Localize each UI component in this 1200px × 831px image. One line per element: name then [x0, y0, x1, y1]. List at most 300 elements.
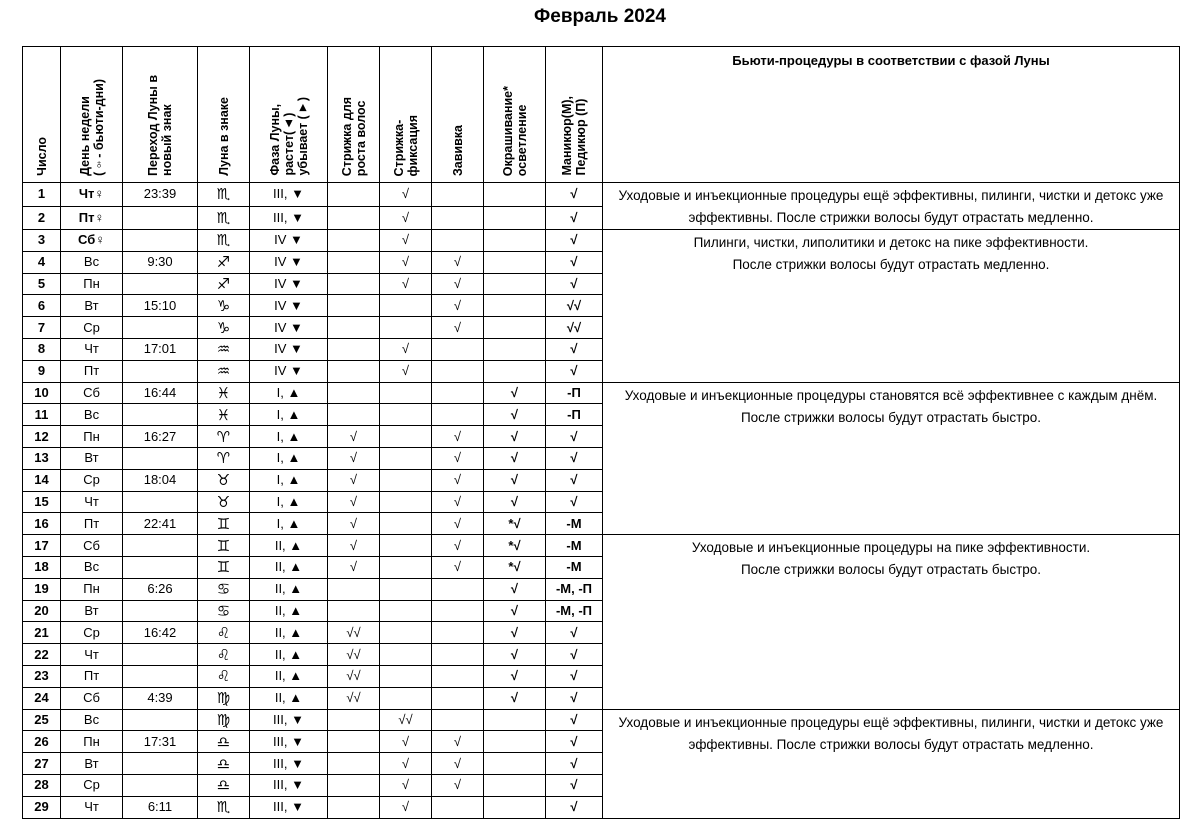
haircut-growth-mark: [328, 753, 380, 775]
zodiac-sign-icon: ♑: [198, 295, 250, 317]
day-number: 28: [23, 774, 61, 796]
day-number: 13: [23, 447, 61, 469]
haircut-growth-mark: [328, 774, 380, 796]
moon-phase: I, ▲: [250, 447, 328, 469]
haircut-fixation-mark: [380, 404, 432, 426]
haircut-fixation-mark: [380, 665, 432, 687]
transition-time: [123, 206, 198, 230]
moon-phase: IV ▼: [250, 273, 328, 295]
day-number: 7: [23, 317, 61, 339]
perm-mark: √: [432, 469, 484, 491]
moon-phase: IV ▼: [250, 295, 328, 317]
weekday: Вс: [61, 709, 123, 731]
weekday: Вт: [61, 295, 123, 317]
haircut-growth-mark: √: [328, 491, 380, 513]
haircut-growth-mark: [328, 338, 380, 360]
weekday: Чт: [61, 338, 123, 360]
coloring-mark: √: [484, 578, 546, 600]
coloring-mark: [484, 709, 546, 731]
transition-time: 6:26: [123, 578, 198, 600]
perm-mark: [432, 338, 484, 360]
zodiac-sign-icon: ♌: [198, 665, 250, 687]
zodiac-sign-icon: ♏: [198, 796, 250, 818]
manicure-mark: -М: [546, 556, 603, 578]
zodiac-sign-icon: ♏: [198, 206, 250, 230]
perm-mark: √: [432, 774, 484, 796]
perm-mark: √: [432, 753, 484, 775]
weekday: Вт: [61, 600, 123, 622]
manicure-mark: √: [546, 753, 603, 775]
coloring-mark: [484, 206, 546, 230]
perm-mark: √: [432, 273, 484, 295]
haircut-growth-mark: √: [328, 426, 380, 448]
haircut-fixation-mark: [380, 447, 432, 469]
haircut-fixation-mark: [380, 535, 432, 557]
day-number: 12: [23, 426, 61, 448]
manicure-mark: -П: [546, 382, 603, 404]
header-transition: Переход Луны в новый знак: [123, 47, 198, 183]
table-row: [23, 535, 1180, 557]
haircut-growth-mark: [328, 404, 380, 426]
zodiac-sign-icon: ♋: [198, 578, 250, 600]
transition-time: [123, 600, 198, 622]
haircut-fixation-mark: √: [380, 338, 432, 360]
zodiac-sign-icon: ♊: [198, 556, 250, 578]
weekday: Пн: [61, 731, 123, 753]
perm-mark: [432, 600, 484, 622]
page-title: Февраль 2024: [534, 6, 666, 27]
coloring-mark: √: [484, 447, 546, 469]
moon-phase: II, ▲: [250, 644, 328, 666]
moon-phase: II, ▲: [250, 535, 328, 557]
zodiac-sign-icon: ♑: [198, 317, 250, 339]
haircut-fixation-mark: √: [380, 731, 432, 753]
day-number: 4: [23, 251, 61, 273]
moon-phase: IV ▼: [250, 338, 328, 360]
haircut-fixation-mark: [380, 578, 432, 600]
coloring-mark: *√: [484, 556, 546, 578]
day-number: 25: [23, 709, 61, 731]
transition-time: [123, 230, 198, 252]
header-description: Бьюти-процедуры в соответствии с фазой Луны: [603, 47, 1180, 183]
day-number: 26: [23, 731, 61, 753]
header-perm: Завивка: [432, 47, 484, 183]
zodiac-sign-icon: ♓: [198, 404, 250, 426]
haircut-fixation-mark: √: [380, 251, 432, 273]
weekday: Сб♀: [61, 230, 123, 252]
haircut-growth-mark: [328, 796, 380, 818]
table-row: [23, 382, 1180, 404]
coloring-mark: *√: [484, 513, 546, 535]
weekday: Чт: [61, 491, 123, 513]
phase-description: Уходовые и инъекционные процедуры ещё эффективны, пилинги, чистки и детокс уже эффективны. После стрижки волосы будут отрастать медленно.: [603, 183, 1180, 230]
day-number: 24: [23, 687, 61, 709]
manicure-mark: √: [546, 731, 603, 753]
zodiac-sign-icon: ♍: [198, 709, 250, 731]
transition-time: [123, 360, 198, 382]
moon-phase: III, ▼: [250, 774, 328, 796]
moon-phase: I, ▲: [250, 513, 328, 535]
coloring-mark: [484, 273, 546, 295]
manicure-mark: √: [546, 183, 603, 207]
haircut-fixation-mark: [380, 382, 432, 404]
haircut-growth-mark: [328, 206, 380, 230]
header-haircut-growth: Стрижка для роста волос: [328, 47, 380, 183]
zodiac-sign-icon: ♍: [198, 687, 250, 709]
zodiac-sign-icon: ♊: [198, 513, 250, 535]
weekday: Сб: [61, 687, 123, 709]
coloring-mark: √: [484, 622, 546, 644]
manicure-mark: √: [546, 687, 603, 709]
day-number: 9: [23, 360, 61, 382]
weekday: Сб: [61, 382, 123, 404]
perm-mark: [432, 360, 484, 382]
haircut-growth-mark: [328, 578, 380, 600]
zodiac-sign-icon: ♎: [198, 731, 250, 753]
phase-description: Уходовые и инъекционные процедуры ещё эффективны, пилинги, чистки и детокс уже эффективны. После стрижки волосы будут отрастать медленно.: [603, 709, 1180, 818]
zodiac-sign-icon: ♏: [198, 230, 250, 252]
moon-phase: II, ▲: [250, 622, 328, 644]
manicure-mark: -М, -П: [546, 578, 603, 600]
day-number: 6: [23, 295, 61, 317]
perm-mark: √: [432, 295, 484, 317]
day-number: 20: [23, 600, 61, 622]
zodiac-sign-icon: ♐: [198, 251, 250, 273]
transition-time: [123, 273, 198, 295]
haircut-fixation-mark: √: [380, 360, 432, 382]
transition-time: 16:27: [123, 426, 198, 448]
weekday: Чт: [61, 644, 123, 666]
perm-mark: √: [432, 426, 484, 448]
zodiac-sign-icon: ♉: [198, 469, 250, 491]
day-number: 16: [23, 513, 61, 535]
coloring-mark: √: [484, 469, 546, 491]
header-number: Число: [23, 47, 61, 183]
weekday: Пт: [61, 513, 123, 535]
zodiac-sign-icon: ♒: [198, 338, 250, 360]
perm-mark: √: [432, 556, 484, 578]
haircut-fixation-mark: √: [380, 796, 432, 818]
weekday: Вс: [61, 251, 123, 273]
weekday: Вс: [61, 404, 123, 426]
transition-time: 15:10: [123, 295, 198, 317]
haircut-growth-mark: [328, 251, 380, 273]
perm-mark: √: [432, 317, 484, 339]
table-row: [23, 709, 1180, 731]
day-number: 29: [23, 796, 61, 818]
haircut-growth-mark: [328, 709, 380, 731]
haircut-fixation-mark: [380, 426, 432, 448]
manicure-mark: √: [546, 665, 603, 687]
transition-time: 9:30: [123, 251, 198, 273]
perm-mark: [432, 796, 484, 818]
manicure-mark: √: [546, 644, 603, 666]
zodiac-sign-icon: ♉: [198, 491, 250, 513]
moon-phase: I, ▲: [250, 382, 328, 404]
weekday: Ср: [61, 622, 123, 644]
moon-phase: I, ▲: [250, 404, 328, 426]
day-number: 27: [23, 753, 61, 775]
weekday: Ср: [61, 317, 123, 339]
perm-mark: √: [432, 491, 484, 513]
perm-mark: √: [432, 447, 484, 469]
weekday: Пн: [61, 578, 123, 600]
transition-time: 17:31: [123, 731, 198, 753]
perm-mark: √: [432, 535, 484, 557]
haircut-growth-mark: [328, 382, 380, 404]
zodiac-sign-icon: ♒: [198, 360, 250, 382]
zodiac-sign-icon: ♏: [198, 183, 250, 207]
day-number: 1: [23, 183, 61, 207]
day-number: 17: [23, 535, 61, 557]
moon-phase: IV ▼: [250, 230, 328, 252]
day-number: 21: [23, 622, 61, 644]
zodiac-sign-icon: ♈: [198, 447, 250, 469]
haircut-fixation-mark: √: [380, 230, 432, 252]
zodiac-sign-icon: ♈: [198, 426, 250, 448]
zodiac-sign-icon: ♎: [198, 753, 250, 775]
coloring-mark: [484, 230, 546, 252]
manicure-mark: √√: [546, 295, 603, 317]
transition-time: 17:01: [123, 338, 198, 360]
phase-description: Уходовые и инъекционные процедуры на пике эффективности. После стрижки волосы будут отрастать быстро.: [603, 535, 1180, 709]
moon-calendar-table: [22, 46, 1180, 819]
haircut-fixation-mark: [380, 491, 432, 513]
zodiac-sign-icon: ♓: [198, 382, 250, 404]
haircut-fixation-mark: [380, 622, 432, 644]
phase-description: Пилинги, чистки, липолитики и детокс на пике эффективности. После стрижки волосы будут отрастать медленно.: [603, 230, 1180, 383]
perm-mark: [432, 230, 484, 252]
transition-time: [123, 709, 198, 731]
haircut-growth-mark: [328, 230, 380, 252]
weekday: Ср: [61, 774, 123, 796]
weekday: Пн: [61, 426, 123, 448]
haircut-fixation-mark: √: [380, 206, 432, 230]
moon-phase: I, ▲: [250, 491, 328, 513]
haircut-growth-mark: [328, 295, 380, 317]
haircut-fixation-mark: [380, 644, 432, 666]
moon-phase: III, ▼: [250, 796, 328, 818]
weekday: Чт♀: [61, 183, 123, 207]
haircut-fixation-mark: √: [380, 273, 432, 295]
perm-mark: [432, 382, 484, 404]
coloring-mark: [484, 338, 546, 360]
coloring-mark: [484, 731, 546, 753]
manicure-mark: √: [546, 709, 603, 731]
day-number: 5: [23, 273, 61, 295]
weekday: Пт: [61, 360, 123, 382]
haircut-fixation-mark: [380, 295, 432, 317]
coloring-mark: [484, 753, 546, 775]
haircut-growth-mark: [328, 600, 380, 622]
transition-time: [123, 491, 198, 513]
manicure-mark: √: [546, 360, 603, 382]
perm-mark: [432, 622, 484, 644]
weekday: Вт: [61, 447, 123, 469]
moon-phase: III, ▼: [250, 753, 328, 775]
transition-time: 16:42: [123, 622, 198, 644]
coloring-mark: [484, 796, 546, 818]
moon-phase: IV ▼: [250, 317, 328, 339]
moon-phase: III, ▼: [250, 206, 328, 230]
manicure-mark: -М: [546, 513, 603, 535]
manicure-mark: -М: [546, 535, 603, 557]
coloring-mark: √: [484, 644, 546, 666]
haircut-fixation-mark: [380, 469, 432, 491]
day-number: 11: [23, 404, 61, 426]
coloring-mark: [484, 251, 546, 273]
moon-phase: IV ▼: [250, 360, 328, 382]
transition-time: [123, 535, 198, 557]
perm-mark: [432, 183, 484, 207]
manicure-mark: √: [546, 491, 603, 513]
weekday: Пт♀: [61, 206, 123, 230]
zodiac-sign-icon: ♌: [198, 644, 250, 666]
moon-phase: I, ▲: [250, 469, 328, 491]
coloring-mark: √: [484, 404, 546, 426]
haircut-fixation-mark: [380, 556, 432, 578]
day-number: 8: [23, 338, 61, 360]
day-number: 2: [23, 206, 61, 230]
perm-mark: [432, 709, 484, 731]
haircut-growth-mark: √√: [328, 687, 380, 709]
perm-mark: [432, 404, 484, 426]
perm-mark: [432, 206, 484, 230]
header-manicure: Маникюр(М), Педикюр (П): [546, 47, 603, 183]
haircut-fixation-mark: [380, 513, 432, 535]
transition-time: [123, 404, 198, 426]
day-number: 15: [23, 491, 61, 513]
day-number: 22: [23, 644, 61, 666]
header-row: [23, 47, 1180, 183]
header-coloring: Окрашивание* осветление: [484, 47, 546, 183]
transition-time: [123, 665, 198, 687]
perm-mark: √: [432, 731, 484, 753]
haircut-fixation-mark: [380, 687, 432, 709]
coloring-mark: [484, 295, 546, 317]
haircut-growth-mark: √√: [328, 665, 380, 687]
manicure-mark: √: [546, 338, 603, 360]
moon-phase: II, ▲: [250, 578, 328, 600]
transition-time: [123, 753, 198, 775]
coloring-mark: √: [484, 491, 546, 513]
moon-phase: II, ▲: [250, 556, 328, 578]
manicure-mark: √: [546, 796, 603, 818]
weekday: Сб: [61, 535, 123, 557]
weekday: Ср: [61, 469, 123, 491]
transition-time: [123, 644, 198, 666]
haircut-fixation-mark: √: [380, 753, 432, 775]
zodiac-sign-icon: ♌: [198, 622, 250, 644]
moon-phase: II, ▲: [250, 665, 328, 687]
haircut-fixation-mark: [380, 317, 432, 339]
haircut-growth-mark: √√: [328, 622, 380, 644]
haircut-growth-mark: √: [328, 535, 380, 557]
haircut-fixation-mark: √√: [380, 709, 432, 731]
header-phase: Фаза Луны, растет(▲) убывает (▼): [250, 47, 328, 183]
zodiac-sign-icon: ♎: [198, 774, 250, 796]
weekday: Пн: [61, 273, 123, 295]
moon-phase: III, ▼: [250, 731, 328, 753]
haircut-growth-mark: [328, 731, 380, 753]
haircut-growth-mark: [328, 183, 380, 207]
transition-time: 18:04: [123, 469, 198, 491]
transition-time: 16:44: [123, 382, 198, 404]
coloring-mark: √: [484, 600, 546, 622]
transition-time: [123, 774, 198, 796]
coloring-mark: [484, 183, 546, 207]
haircut-growth-mark: √: [328, 513, 380, 535]
perm-mark: √: [432, 513, 484, 535]
coloring-mark: √: [484, 665, 546, 687]
day-number: 14: [23, 469, 61, 491]
coloring-mark: [484, 774, 546, 796]
haircut-growth-mark: √√: [328, 644, 380, 666]
weekday: Пт: [61, 665, 123, 687]
phase-description: Уходовые и инъекционные процедуры становятся всё эффективнее с каждым днём. После стрижки волосы будут отрастать быстро.: [603, 382, 1180, 535]
manicure-mark: √: [546, 469, 603, 491]
manicure-mark: √√: [546, 317, 603, 339]
transition-time: [123, 556, 198, 578]
haircut-fixation-mark: [380, 600, 432, 622]
header-haircut-fixation: Стрижка- фиксация: [380, 47, 432, 183]
perm-mark: [432, 578, 484, 600]
transition-time: [123, 447, 198, 469]
haircut-fixation-mark: √: [380, 183, 432, 207]
header-moon-sign: Луна в знаке: [198, 47, 250, 183]
perm-mark: [432, 644, 484, 666]
manicure-mark: √: [546, 426, 603, 448]
coloring-mark: √: [484, 687, 546, 709]
day-number: 18: [23, 556, 61, 578]
transition-time: 6:11: [123, 796, 198, 818]
day-number: 10: [23, 382, 61, 404]
transition-time: 4:39: [123, 687, 198, 709]
moon-phase: III, ▼: [250, 183, 328, 207]
coloring-mark: [484, 360, 546, 382]
transition-time: [123, 317, 198, 339]
header-weekday: День недели (♀- бьюти-дни): [61, 47, 123, 183]
manicure-mark: -П: [546, 404, 603, 426]
perm-mark: √: [432, 251, 484, 273]
manicure-mark: √: [546, 273, 603, 295]
moon-phase: II, ▲: [250, 687, 328, 709]
table-row: [23, 183, 1180, 207]
table-row: [23, 230, 1180, 252]
haircut-fixation-mark: √: [380, 774, 432, 796]
moon-phase: I, ▲: [250, 426, 328, 448]
haircut-growth-mark: √: [328, 469, 380, 491]
haircut-growth-mark: [328, 360, 380, 382]
manicure-mark: √: [546, 251, 603, 273]
coloring-mark: *√: [484, 535, 546, 557]
weekday: Вт: [61, 753, 123, 775]
transition-time: 22:41: [123, 513, 198, 535]
weekday: Чт: [61, 796, 123, 818]
haircut-growth-mark: √: [328, 447, 380, 469]
moon-phase: IV ▼: [250, 251, 328, 273]
manicure-mark: √: [546, 206, 603, 230]
table-body: [23, 183, 1180, 819]
zodiac-sign-icon: ♋: [198, 600, 250, 622]
moon-phase: III, ▼: [250, 709, 328, 731]
perm-mark: [432, 687, 484, 709]
haircut-growth-mark: [328, 317, 380, 339]
manicure-mark: √: [546, 774, 603, 796]
day-number: 19: [23, 578, 61, 600]
manicure-mark: √: [546, 622, 603, 644]
haircut-growth-mark: √: [328, 556, 380, 578]
